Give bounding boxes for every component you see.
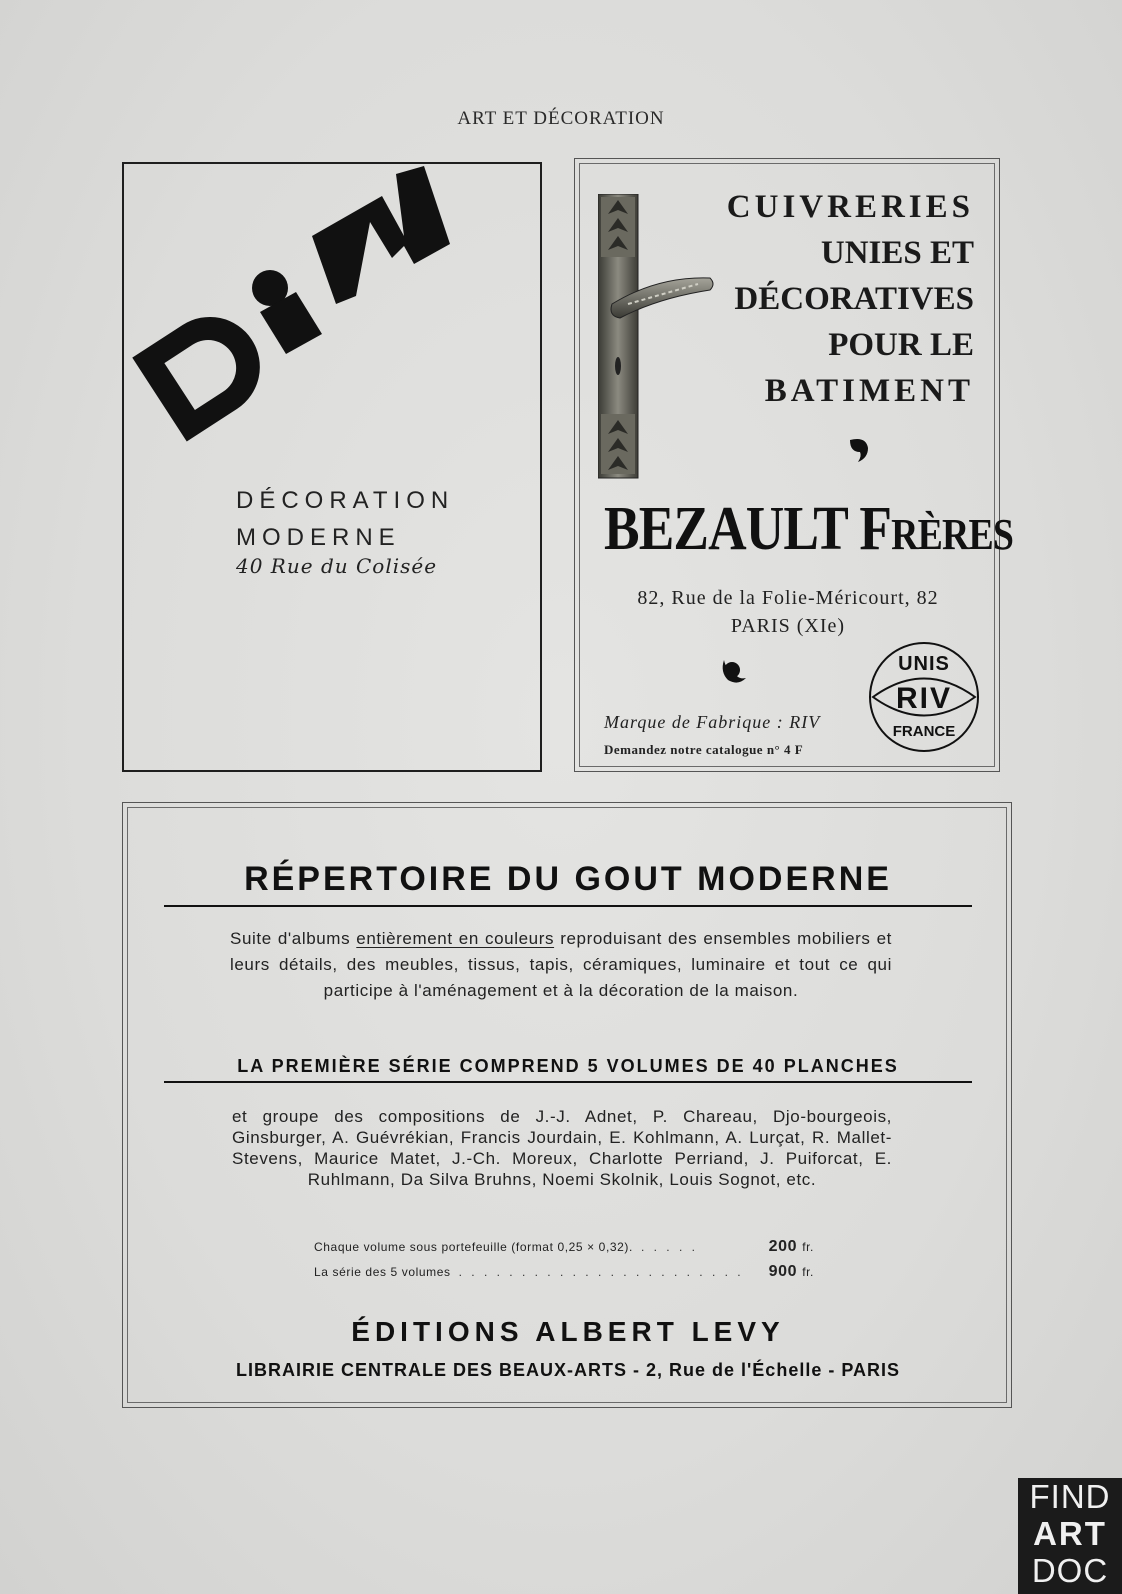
crescent-ornament [718, 656, 748, 686]
price-row [314, 1238, 814, 1263]
findartdoc-watermark [1018, 1478, 1122, 1594]
headline-line-5: BATIMENT [764, 373, 974, 409]
price-amount: 200 [768, 1238, 798, 1255]
seal-top-text: UNIS [898, 653, 950, 675]
dim-tagline [236, 482, 454, 556]
dim-line2: MODERNE [236, 524, 401, 551]
address-line-2: PARIS (XIe) [730, 615, 846, 637]
watermark-line-2: ART [1033, 1515, 1107, 1552]
price-label: La série des 5 volumes [314, 1265, 451, 1279]
repertoire-advertisement [122, 802, 1012, 1408]
authors-list: et groupe des compositions de J.-J. Adnet, P. Chareau, Djo-bourgeois, Ginsburger, A. Guévrékian, Francis Jourdain, E. Kohlmann, A. Lurçat, R. Mallet-Stevens, Maurice Matet, J.-Ch. Moreux, Charlotte Perriand, J. Puiforcat, E. Ruhlmann, Da Silva Bruhns, Noemi Skolnik, Louis Sognot, etc. [232, 1107, 892, 1189]
dim-logo [124, 164, 544, 464]
price-value [769, 1263, 814, 1281]
trademark-line: Marque de Fabrique : RIV [604, 712, 821, 732]
running-head: ART ET DÉCORATION [457, 108, 665, 129]
series-statement: LA PREMIÈRE SÉRIE COMPREND 5 VOLUMES DE 40 PLANCHES [164, 1056, 972, 1083]
bezault-headline [727, 184, 974, 414]
repertoire-title: RÉPERTOIRE DU GOUT MODERNE [164, 860, 972, 907]
price-unit: fr. [802, 1240, 814, 1254]
bezault-inner-frame [579, 163, 1014, 767]
intro-before: Suite d'albums [230, 929, 357, 948]
headline-line-1: CUIVRERIES [726, 189, 974, 225]
headline-line-3: DÉCORATIVES [734, 281, 974, 317]
bezault-address [580, 584, 996, 640]
seal-bottom-text: FRANCE [892, 723, 956, 740]
intro-underlined: entièrement en couleurs [356, 929, 555, 948]
watermark-line-3: DOC [1031, 1552, 1109, 1589]
publisher-address: LIBRAIRIE CENTRALE DES BEAUX-ARTS - 2, Rue de l'Échelle - PARIS [235, 1360, 901, 1380]
dim-advertisement [122, 162, 542, 772]
door-handle-illustration [598, 194, 718, 484]
address-line-1: 82, Rue de la Folie-Méricourt, 82 [637, 587, 939, 609]
price-label: Chaque volume sous portefeuille (format 0,25 × 0,32). [314, 1240, 633, 1254]
company-name-main: BEZAULT F [604, 495, 892, 563]
watermark-line-1: FIND [1029, 1478, 1111, 1515]
publisher-name: ÉDITIONS ALBERT LEVY [351, 1316, 785, 1347]
seal-center-text: RIV [895, 682, 953, 715]
price-unit: fr. [802, 1265, 814, 1279]
headline-line-4: POUR LE [828, 327, 974, 363]
price-row [314, 1263, 814, 1288]
price-leader-dots: . . . . . [640, 1240, 698, 1254]
comma-ornament [844, 434, 874, 464]
dim-address: 40 Rue du Colisée [236, 554, 438, 578]
company-name-small: RÈRES [891, 510, 1014, 559]
price-list [314, 1238, 814, 1288]
bezault-advertisement [574, 158, 1014, 772]
price-value [769, 1238, 814, 1256]
bezault-company-name [604, 494, 1013, 565]
intro-after: reproduisant des ensembles mobiliers et leurs détails, des meubles, tissus, tapis, céramiques, luminaire et tout ce qui participe à l'aménagement et à la décoration de la maison. [230, 929, 892, 1000]
catalogue-line: Demandez notre catalogue n° 4 F [604, 742, 804, 757]
headline-line-2: UNIES ET [820, 235, 974, 271]
dim-line1: DÉCORATION [236, 487, 455, 514]
repertoire-intro [230, 926, 892, 1004]
riv-seal [867, 640, 981, 754]
price-leader-dots: . . . . . . . . . . . . . . . . . . . . . . . [458, 1265, 744, 1279]
price-amount: 900 [768, 1263, 798, 1280]
repertoire-inner-frame [127, 807, 1007, 1403]
